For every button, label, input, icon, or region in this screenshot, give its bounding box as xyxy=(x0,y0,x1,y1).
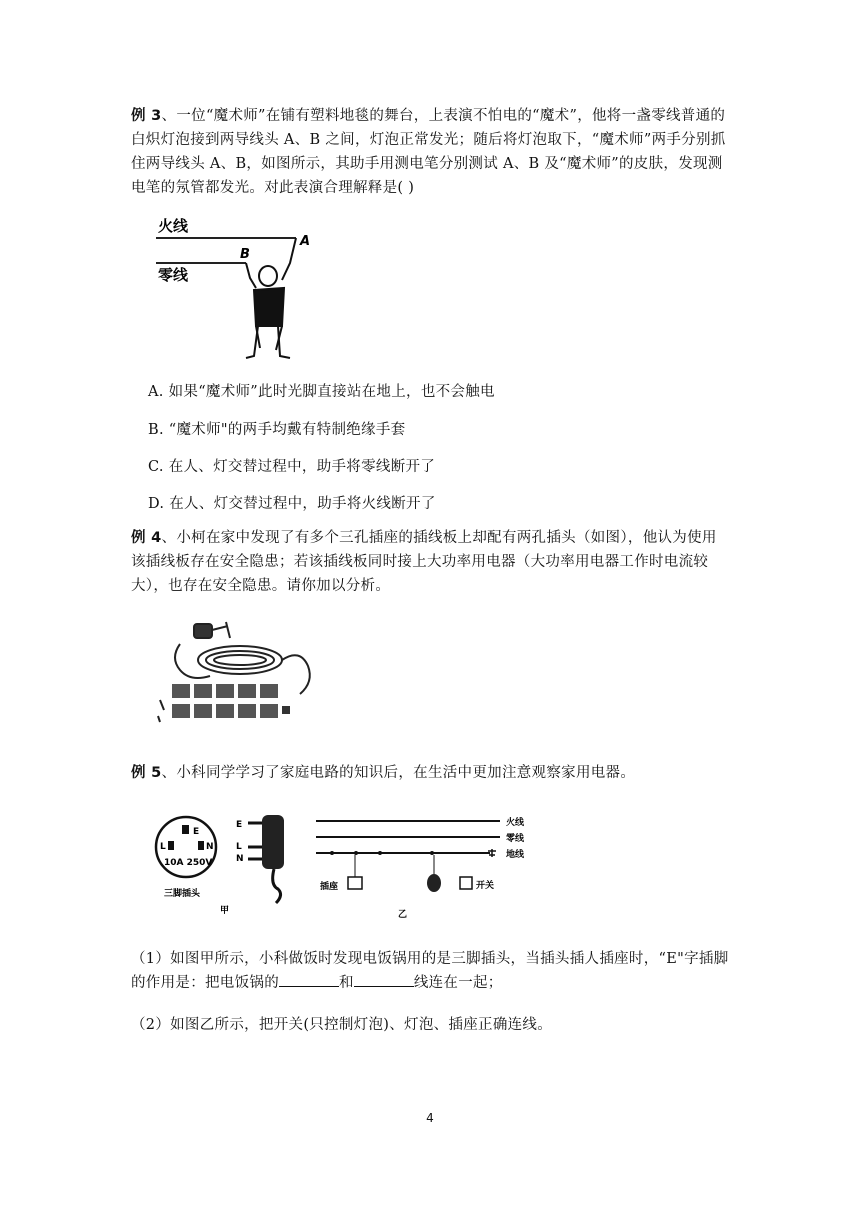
plug-caption: 三脚插头 xyxy=(164,889,201,899)
wire-ground-label: 地线 xyxy=(506,850,525,860)
question-1-part1: （1）如图甲所示，小科做饭时发现电饭锅用的是三脚插头，当插头插人插座时，“E"字插脚的作用是：把电饭锅的 xyxy=(131,951,729,991)
household-circuit-figure xyxy=(150,805,530,920)
side-l-label: L xyxy=(236,842,242,852)
plug-rating: 10A 250V xyxy=(164,858,213,868)
question-1-end: 线连在一起； xyxy=(413,975,503,991)
socket-symbol xyxy=(348,877,362,889)
example-4-label: 例 4 xyxy=(131,530,162,546)
plug-n-label: N xyxy=(206,842,214,852)
power-strip-figure xyxy=(150,618,330,728)
example-5-paragraph xyxy=(131,761,731,785)
example-5-text: 、小科同学学习了家庭电路的知识后，在生活中更加注意观察家用电器。 xyxy=(161,765,636,781)
lamp-symbol xyxy=(427,874,441,892)
example-3-paragraph xyxy=(131,104,731,200)
answer-blank-2[interactable] xyxy=(354,972,414,987)
answer-blank-1[interactable] xyxy=(279,972,339,987)
neutral-wire-label: 零线 xyxy=(158,266,189,284)
plug-l-label: L xyxy=(160,842,166,852)
plug-e-label: E xyxy=(193,827,200,837)
point-a-label: A xyxy=(300,234,311,249)
option-b: B. “魔术师"的两手均戴有特制绝缘手套 xyxy=(148,422,406,438)
question-1 xyxy=(131,947,731,995)
example-4-text: 、小柯在家中发现了有多个三孔插座的插线板上却配有两孔插头（如图），他认为使用该插线板存在安全隐患；若该插线板同时接上大功率用电器（大功率用电器工作时电流较大），也存在安全隐患。请你加以分析。 xyxy=(131,530,717,594)
socket-grid xyxy=(172,684,290,718)
option-c: C. 在人、灯交替过程中，助手将零线断开了 xyxy=(148,459,436,475)
side-n-label: N xyxy=(236,854,244,864)
point-b-label: B xyxy=(240,247,250,262)
magician-figure xyxy=(150,208,330,363)
wiring-diagram xyxy=(316,816,525,892)
switch-label: 开关 xyxy=(476,881,495,891)
example-3-label: 例 3 xyxy=(131,108,162,124)
page-number: 4 xyxy=(426,1111,434,1125)
question-2: （2）如图乙所示，把开关(只控制灯泡)、灯泡、插座正确连线。 xyxy=(131,1017,553,1033)
example-3-text: 、一位“魔术师”在铺有塑料地毯的舞台，上表演不怕电的“魔术”，他将一盏零线普通的白炽灯泡接到两导线头 A、B 之间，灯泡正常发光；随后将灯泡取下，“魔术师”两手分别抓住两导线头 A、B，如图所示，其助手用测电笔分别测试 A、B 及“魔术师”的皮肤，发现测电笔的氖管都发光。对此表演合理解释是( ) xyxy=(131,108,726,196)
option-a: A. 如果“魔术师”此时光脚直接站在地上，也不会触电 xyxy=(148,384,495,400)
question-1-and: 和 xyxy=(339,975,354,991)
wire-neutral-label: 零线 xyxy=(506,834,525,844)
switch-symbol xyxy=(460,877,472,889)
socket-label: 插座 xyxy=(320,882,339,892)
example-5-label: 例 5 xyxy=(131,765,162,781)
side-e-label: E xyxy=(236,820,243,830)
live-wire-label: 火线 xyxy=(158,217,189,235)
label-jia: 甲 xyxy=(220,906,230,916)
three-pin-plug-front xyxy=(156,817,216,899)
wire-live-label: 火线 xyxy=(506,818,525,828)
magician-person xyxy=(246,238,296,358)
example-4-paragraph xyxy=(131,526,731,598)
option-d: D. 在人、灯交替过程中，助手将火线断开了 xyxy=(148,496,436,512)
label-yi: 乙 xyxy=(398,910,408,920)
three-pin-plug-side xyxy=(236,815,284,903)
